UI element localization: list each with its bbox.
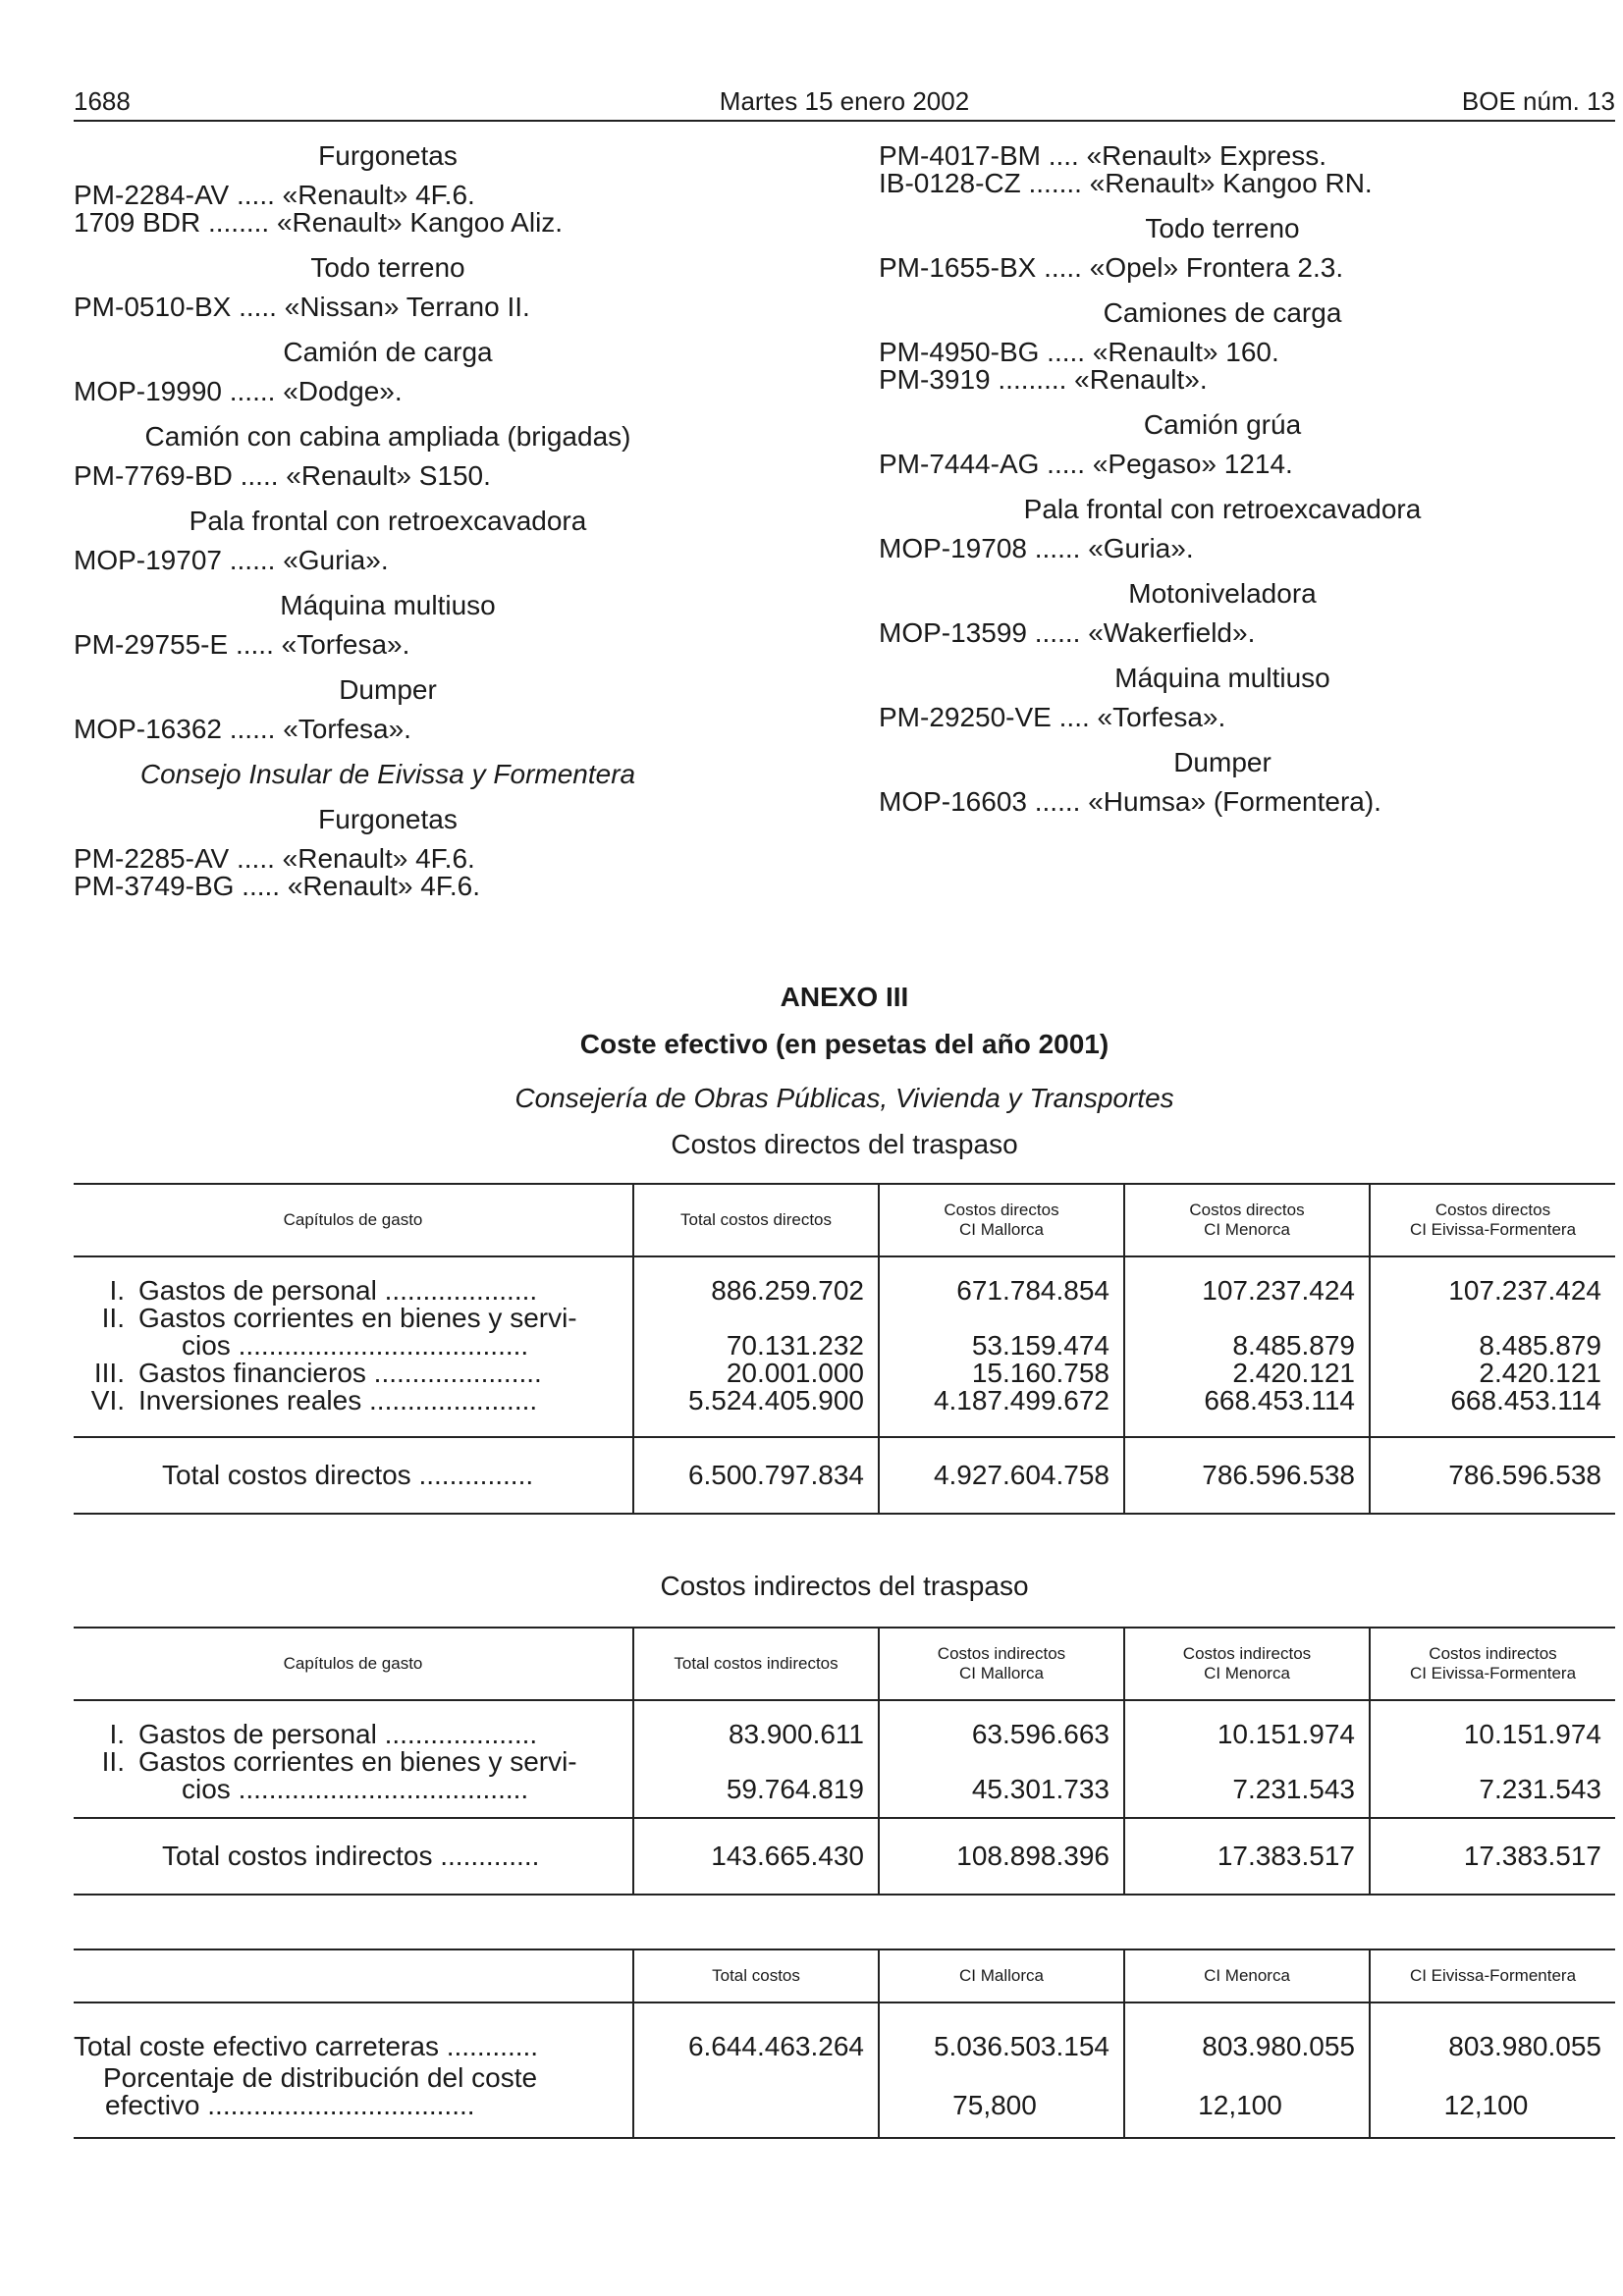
row-value — [1370, 1387, 1615, 1437]
total-label — [74, 1437, 633, 1514]
vehicle-section — [879, 142, 1566, 197]
column-header: Costos directos CI Menorca — [1124, 1184, 1370, 1256]
total-label — [74, 1818, 633, 1895]
value-text: 5.036.503.154 — [933, 2031, 1109, 2061]
table-header-row — [74, 1949, 1615, 2002]
spacer-line — [1125, 1748, 1355, 1776]
row-value — [1370, 1305, 1615, 1360]
row-value — [633, 2060, 879, 2138]
vehicle-entry: 1709 BDR ........ «Renault» Kangoo Aliz. — [74, 207, 564, 238]
vehicle-entry: PM-4017-BM .... «Renault» Express. — [879, 140, 1326, 171]
spacer-line — [634, 1305, 864, 1332]
total-value: 6.500.797.834 — [633, 1437, 879, 1514]
row-label — [74, 1748, 633, 1818]
value-text: 45.301.733 — [971, 1774, 1109, 1804]
row-label-text: cios ...................................... — [182, 1330, 529, 1361]
column-header: Costos indirectos CI Menorca — [1124, 1628, 1370, 1700]
row-number: III. — [93, 1358, 125, 1388]
row-value — [879, 2060, 1124, 2138]
value-text — [634, 2092, 864, 2119]
total-value: 108.898.396 — [879, 1818, 1124, 1895]
vehicle-entry: MOP-19708 ...... «Guria». — [879, 533, 1194, 563]
column-header: Costos directos CI Eivissa-Formentera — [1370, 1184, 1615, 1256]
document-page — [74, 0, 1615, 2296]
row-value — [879, 1387, 1124, 1437]
table-total-row — [74, 1437, 1615, 1514]
row-label-line — [74, 1305, 632, 1332]
row-value — [879, 2002, 1124, 2060]
row-value — [633, 1360, 879, 1387]
spacer-line — [634, 2064, 864, 2092]
spacer-line — [1371, 1305, 1601, 1332]
row-value — [633, 1387, 879, 1437]
table-row — [74, 1360, 1615, 1387]
row-label-text: Gastos corrientes en bienes y servi- — [138, 1303, 577, 1333]
vehicle-section — [74, 142, 702, 237]
row-label — [74, 1305, 633, 1360]
row-value — [1370, 2060, 1615, 2138]
section-heading: Máquina multiuso — [1114, 663, 1330, 693]
gazette-issue: BOE núm. 13 — [1461, 86, 1615, 116]
value-text: 2.420.121 — [1479, 1358, 1601, 1388]
vehicle-section — [879, 580, 1566, 647]
section-heading: Camión grúa — [1143, 409, 1302, 440]
section-heading: Pala frontal con retroexcavadora — [189, 506, 587, 536]
value-text: 668.453.114 — [1204, 1385, 1355, 1415]
value-text: 70.131.232 — [726, 1330, 864, 1361]
row-label — [74, 1256, 633, 1305]
row-value — [1124, 1748, 1370, 1818]
section-heading: Dumper — [339, 674, 437, 705]
annex-department: Consejería de Obras Públicas, Vivienda y Transportes — [514, 1083, 1174, 1113]
section-heading: Camión de carga — [283, 337, 493, 367]
value-text: 803.980.055 — [1448, 2031, 1601, 2061]
row-value — [1124, 2060, 1370, 2138]
table-row — [74, 2060, 1615, 2138]
value-text: 63.596.663 — [971, 1719, 1109, 1749]
value-text: 107.237.424 — [1448, 1275, 1601, 1306]
spacer-line — [1371, 1748, 1601, 1776]
left-column — [74, 142, 702, 900]
vehicle-entry: PM-2285-AV ..... «Renault» 4F.6. — [74, 843, 475, 874]
row-label-text: Gastos corrientes en bienes y servi- — [138, 1746, 577, 1777]
section-heading: Furgonetas — [318, 804, 458, 834]
table-row — [74, 1387, 1615, 1437]
row-value — [1370, 1256, 1615, 1305]
row-value — [879, 1256, 1124, 1305]
vehicle-section — [74, 339, 702, 405]
vehicle-entry: PM-3749-BG ..... «Renault» 4F.6. — [74, 871, 480, 901]
value-text: 12,100 — [1443, 2090, 1529, 2120]
value-text: 59.764.819 — [726, 1774, 864, 1804]
value-text: 5.524.405.900 — [687, 1385, 864, 1415]
column-header: Costos indirectos CI Eivissa-Formentera — [1370, 1628, 1615, 1700]
row-value — [1370, 2002, 1615, 2060]
vehicle-entry: MOP-16603 ...... «Humsa» (Formentera). — [879, 786, 1381, 817]
row-value — [633, 1256, 879, 1305]
row-value — [1124, 1305, 1370, 1360]
vehicle-section — [74, 592, 702, 659]
value-text: 10.151.974 — [1463, 1719, 1601, 1749]
section-heading: Camión con cabina ampliada (brigadas) — [144, 421, 631, 452]
vehicle-section — [879, 215, 1566, 282]
vehicle-section — [74, 423, 702, 490]
vehicle-section — [879, 299, 1566, 394]
page-number: 1688 — [74, 86, 131, 116]
value-text: 4.187.499.672 — [933, 1385, 1109, 1415]
table-row — [74, 1305, 1615, 1360]
section-heading: Todo terreno — [1145, 213, 1300, 243]
section-heading: Dumper — [1173, 747, 1271, 777]
right-column — [879, 142, 1566, 816]
value-text: 10.151.974 — [1217, 1719, 1355, 1749]
value-text: 107.237.424 — [1202, 1275, 1355, 1306]
table-header-row — [74, 1184, 1615, 1256]
total-label-text: Total costos indirectos ............. — [162, 1841, 540, 1871]
row-label-line — [74, 1748, 632, 1776]
row-value — [879, 1700, 1124, 1748]
spacer-line — [1371, 2064, 1601, 2092]
vehicle-entry: PM-0510-BX ..... «Nissan» Terrano II. — [74, 292, 530, 322]
column-header: CI Eivissa-Formentera — [1370, 1949, 1615, 2002]
spacer-line — [1125, 2064, 1355, 2092]
value-text: 75,800 — [952, 2090, 1037, 2120]
indirect-costs-table — [74, 1627, 1615, 1896]
vehicle-entry: MOP-19990 ...... «Dodge». — [74, 376, 403, 406]
vehicle-entry: PM-2284-AV ..... «Renault» 4F.6. — [74, 180, 475, 210]
vehicle-entry: MOP-19707 ...... «Guria». — [74, 545, 389, 575]
section-heading: Motoniveladora — [1128, 578, 1317, 609]
row-value — [1124, 1256, 1370, 1305]
row-value — [1124, 1387, 1370, 1437]
spacer-line — [880, 1748, 1109, 1776]
value-text: 2.420.121 — [1232, 1358, 1355, 1388]
column-header: Total costos directos — [633, 1184, 879, 1256]
column-header: Capítulos de gasto — [283, 1654, 423, 1673]
total-value: 17.383.517 — [1370, 1818, 1615, 1895]
section-heading: Camiones de carga — [1103, 297, 1342, 328]
row-label-line — [74, 1332, 632, 1360]
row-value — [633, 1700, 879, 1748]
vehicle-entry: PM-7769-BD ..... «Renault» S150. — [74, 460, 491, 491]
spacer-line — [634, 1748, 864, 1776]
value-text: 668.453.114 — [1450, 1385, 1601, 1415]
column-header: Costos directos CI Mallorca — [879, 1184, 1124, 1256]
vehicle-entry: IB-0128-CZ ....... «Renault» Kangoo RN. — [879, 168, 1373, 198]
vehicle-section — [879, 411, 1566, 478]
vehicle-section — [879, 749, 1566, 816]
row-value — [1370, 1700, 1615, 1748]
row-value — [879, 1305, 1124, 1360]
vehicle-section — [879, 665, 1566, 731]
row-label-line — [74, 1776, 632, 1803]
table-row — [74, 1256, 1615, 1305]
row-label-text: Gastos financieros ...................... — [138, 1358, 542, 1388]
row-value — [879, 1360, 1124, 1387]
value-text: 8.485.879 — [1479, 1330, 1601, 1361]
table-row — [74, 1748, 1615, 1818]
vehicle-section — [74, 761, 702, 788]
annex-subtitle: Coste efectivo (en pesetas del año 2001) — [579, 1029, 1109, 1059]
row-label-line — [74, 1277, 632, 1305]
row-label-line — [74, 1387, 632, 1415]
page-header — [74, 86, 1615, 122]
section-heading: Pala frontal con retroexcavadora — [1023, 494, 1422, 524]
column-header: CI Menorca — [1124, 1949, 1370, 2002]
section-heading: Todo terreno — [310, 252, 465, 283]
row-number: VI. — [90, 1385, 125, 1415]
row-label-line: Total coste efectivo carreteras ............ — [74, 2031, 539, 2061]
value-text: 8.485.879 — [1232, 1330, 1355, 1361]
value-text: 671.784.854 — [956, 1275, 1109, 1306]
table-row — [74, 2002, 1615, 2060]
value-text: 7.231.543 — [1232, 1774, 1355, 1804]
row-value — [1124, 2002, 1370, 2060]
column-header: Capítulos de gasto — [283, 1210, 423, 1229]
row-label — [74, 1387, 633, 1437]
header-date: Martes 15 enero 2002 — [719, 86, 970, 116]
vehicle-entry: PM-1655-BX ..... «Opel» Frontera 2.3. — [879, 252, 1344, 283]
vehicle-entry: MOP-16362 ...... «Torfesa». — [74, 714, 411, 744]
row-label-line — [74, 1360, 632, 1387]
row-value — [1124, 1700, 1370, 1748]
section-heading: Furgonetas — [318, 140, 458, 171]
row-label-line: efectivo ................................... — [105, 2090, 475, 2120]
value-text: 803.980.055 — [1202, 2031, 1355, 2061]
vehicle-section — [74, 507, 702, 574]
value-text: 53.159.474 — [971, 1330, 1109, 1361]
column-header: Total costos indirectos — [633, 1628, 879, 1700]
table-row — [74, 1700, 1615, 1748]
vehicle-entry: MOP-13599 ...... «Wakerfield». — [879, 617, 1256, 648]
total-value: 17.383.517 — [1124, 1818, 1370, 1895]
value-text: 83.900.611 — [728, 1719, 864, 1749]
indirect-costs-caption: Costos indirectos del traspaso — [660, 1571, 1029, 1601]
annex-title: ANEXO III — [780, 982, 909, 1012]
vehicle-entry: PM-29755-E ..... «Torfesa». — [74, 629, 410, 660]
section-heading: Consejo Insular de Eivissa y Formentera — [139, 759, 636, 789]
column-header: Total costos — [633, 1949, 879, 2002]
spacer-line — [880, 1305, 1109, 1332]
row-value — [1124, 1360, 1370, 1387]
table-header-row — [74, 1628, 1615, 1700]
column-header: Costos indirectos CI Mallorca — [879, 1628, 1124, 1700]
vehicle-section — [74, 254, 702, 321]
vehicle-section — [74, 806, 702, 900]
vehicle-entry: PM-4950-BG ..... «Renault» 160. — [879, 337, 1279, 367]
value-text: 15.160.758 — [971, 1358, 1109, 1388]
column-header — [74, 1949, 633, 2002]
row-value — [633, 1748, 879, 1818]
value-text: 7.231.543 — [1479, 1774, 1601, 1804]
vehicle-entry: PM-3919 ......... «Renault». — [879, 364, 1208, 395]
row-label-text: Gastos de personal .................... — [138, 1275, 538, 1306]
value-text: 886.259.702 — [711, 1275, 864, 1306]
summary-costs-table — [74, 1949, 1615, 2139]
row-label-line — [74, 1721, 632, 1748]
table-total-row — [74, 1818, 1615, 1895]
row-label — [74, 2002, 633, 2060]
spacer-line — [880, 2064, 1109, 2092]
total-label-text: Total costos directos ............... — [162, 1460, 534, 1490]
vehicle-entry: PM-29250-VE .... «Torfesa». — [879, 702, 1226, 732]
row-label-text: cios ...................................... — [182, 1774, 529, 1804]
row-number: II. — [101, 1746, 125, 1777]
row-label-text: Inversiones reales ...................... — [138, 1385, 538, 1415]
direct-costs-caption: Costos directos del traspaso — [671, 1129, 1018, 1159]
total-value: 143.665.430 — [633, 1818, 879, 1895]
row-number: II. — [101, 1303, 125, 1333]
value-text: 20.001.000 — [726, 1358, 864, 1388]
row-label — [74, 1360, 633, 1387]
row-number: I. — [109, 1275, 125, 1306]
spacer-line — [1125, 1305, 1355, 1332]
vehicle-entry: PM-7444-AG ..... «Pegaso» 1214. — [879, 449, 1293, 479]
vehicle-section — [879, 496, 1566, 562]
total-value: 786.596.538 — [1370, 1437, 1615, 1514]
row-value — [1370, 1360, 1615, 1387]
vehicle-section — [74, 676, 702, 743]
value-text: 6.644.463.264 — [687, 2031, 864, 2061]
section-heading: Máquina multiuso — [280, 590, 496, 620]
column-header: CI Mallorca — [879, 1949, 1124, 2002]
row-value — [633, 1305, 879, 1360]
row-label-line: Porcentaje de distribución del coste — [103, 2062, 538, 2093]
row-label-text: Gastos de personal .................... — [138, 1719, 538, 1749]
row-value — [1370, 1748, 1615, 1818]
row-value — [879, 1748, 1124, 1818]
row-label — [74, 1700, 633, 1748]
total-value: 786.596.538 — [1124, 1437, 1370, 1514]
total-value: 4.927.604.758 — [879, 1437, 1124, 1514]
row-number: I. — [109, 1719, 125, 1749]
direct-costs-table — [74, 1183, 1615, 1515]
row-value — [633, 2002, 879, 2060]
row-label — [74, 2060, 633, 2138]
value-text: 12,100 — [1198, 2090, 1282, 2120]
